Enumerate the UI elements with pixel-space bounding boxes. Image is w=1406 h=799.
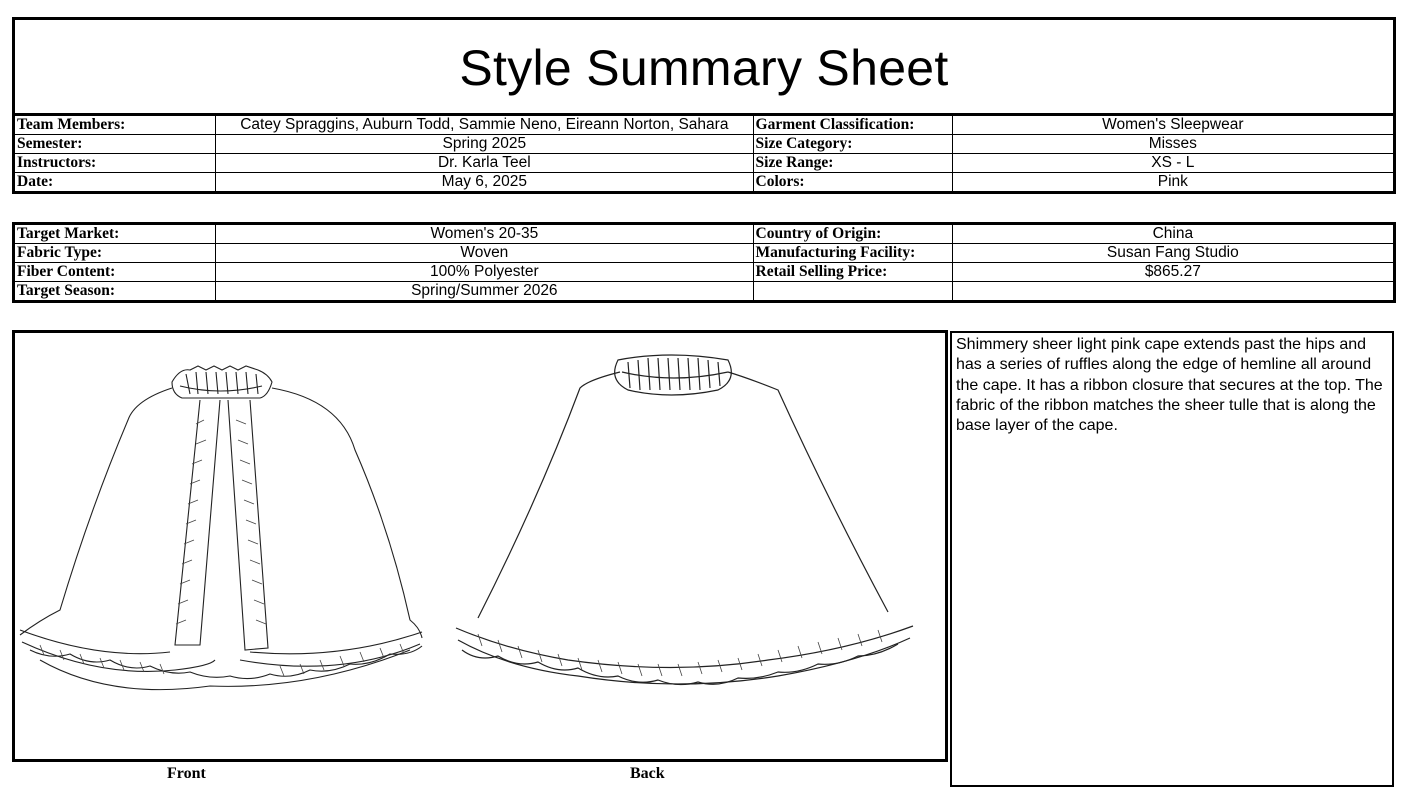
value-instructors: Dr. Karla Teel (216, 154, 753, 173)
table-row (14, 115, 1395, 135)
label-semester: Semester: (14, 135, 216, 154)
value-fabric-type: Woven (216, 244, 753, 263)
table-row (14, 282, 1395, 302)
description-text: Shimmery sheer light pink cape extends past the hips and has a series of ruffles along the edge of hemline all around the cape. It has a ribbon closure that secures at the top. The fabric of the ribbon matches the sheer tulle that is along the base layer of the cape. (956, 336, 1383, 435)
value-garment-classification: Women's Sleepwear (952, 115, 1394, 135)
info-table-2 (12, 222, 1396, 303)
label-retail-selling-price: Retail Selling Price: (753, 263, 952, 282)
value-team-members: Catey Spraggins, Auburn Todd, Sammie Neno, Eireann Norton, Sahara (216, 115, 753, 135)
value-size-category: Misses (952, 135, 1394, 154)
label-size-category: Size Category: (753, 135, 952, 154)
front-caption: Front (167, 765, 206, 782)
label-date: Date: (14, 173, 216, 193)
description-panel (950, 331, 1394, 787)
label-team-members: Team Members: (14, 115, 216, 135)
value-retail-selling-price: $865.27 (952, 263, 1394, 282)
info-table-1 (12, 113, 1396, 194)
label-garment-classification: Garment Classification: (753, 115, 952, 135)
label-manufacturing-facility: Manufacturing Facility: (753, 244, 952, 263)
label-size-range: Size Range: (753, 154, 952, 173)
table-row (14, 154, 1395, 173)
title-box (12, 17, 1396, 116)
empty-cell (753, 282, 952, 302)
label-target-market: Target Market: (14, 224, 216, 244)
back-caption: Back (630, 765, 665, 782)
label-fiber-content: Fiber Content: (14, 263, 216, 282)
label-fabric-type: Fabric Type: (14, 244, 216, 263)
value-size-range: XS - L (952, 154, 1394, 173)
value-date: May 6, 2025 (216, 173, 753, 193)
value-target-season: Spring/Summer 2026 (216, 282, 753, 302)
table-row (14, 224, 1395, 244)
front-cape-sketch (10, 360, 430, 705)
value-fiber-content: 100% Polyester (216, 263, 753, 282)
value-manufacturing-facility: Susan Fang Studio (952, 244, 1394, 263)
table-row (14, 135, 1395, 154)
label-country-of-origin: Country of Origin: (753, 224, 952, 244)
back-cape-sketch (448, 350, 918, 700)
empty-cell (952, 282, 1394, 302)
label-instructors: Instructors: (14, 154, 216, 173)
value-semester: Spring 2025 (216, 135, 753, 154)
table-row (14, 263, 1395, 282)
table-row (14, 244, 1395, 263)
page-title: Style Summary Sheet (459, 40, 949, 96)
value-country-of-origin: China (952, 224, 1394, 244)
value-colors: Pink (952, 173, 1394, 193)
label-target-season: Target Season: (14, 282, 216, 302)
label-colors: Colors: (753, 173, 952, 193)
value-target-market: Women's 20-35 (216, 224, 753, 244)
table-row (14, 173, 1395, 193)
